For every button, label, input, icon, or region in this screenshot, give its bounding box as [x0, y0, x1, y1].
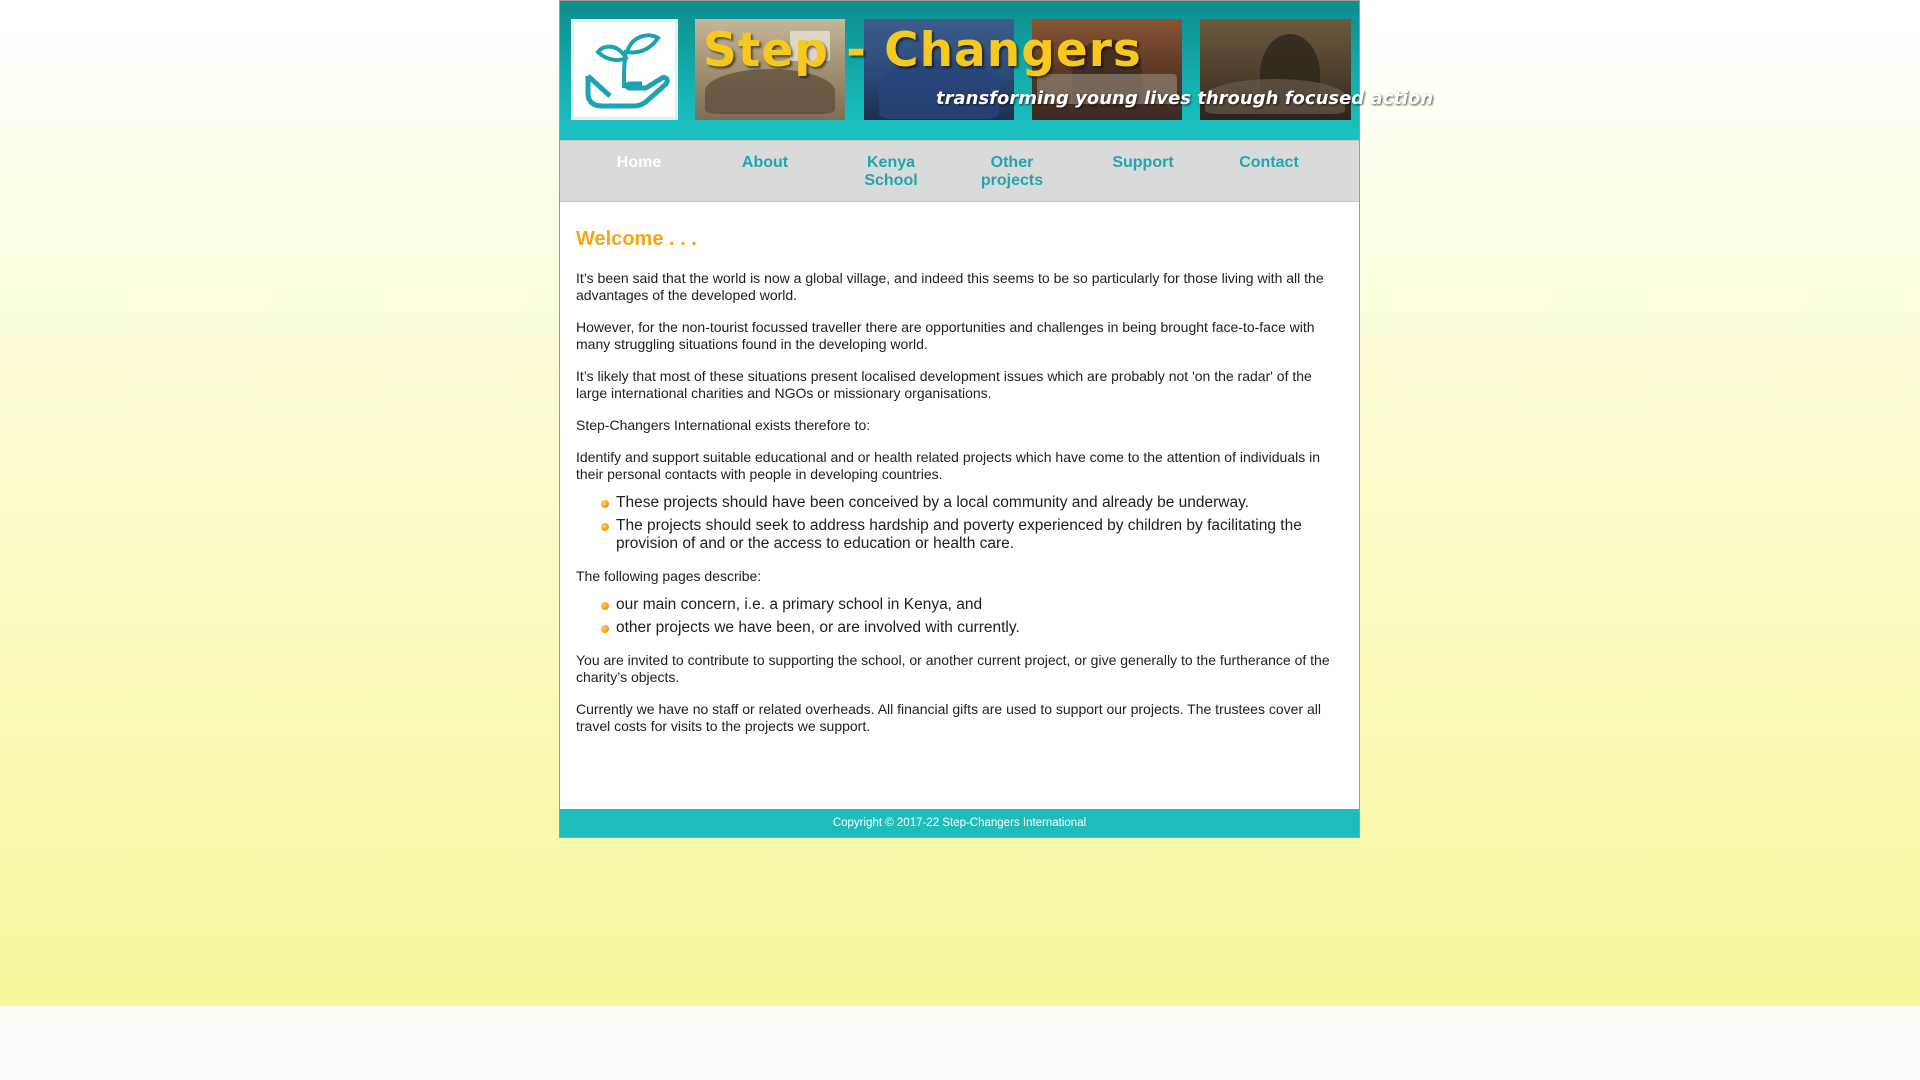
logo[interactable] — [571, 19, 678, 120]
footer — [560, 809, 1359, 837]
page-container — [559, 0, 1434, 838]
list-item: These projects should have been conceived by a local community and already be underway. — [600, 494, 1343, 512]
paragraph: However, for the non-tourist focussed traveller there are opportunities and challenges in being brought face-to-face with many struggling situations found in the developing world. — [576, 319, 1315, 352]
nav-item-kenya-school[interactable]: Kenya School — [864, 154, 918, 189]
nav-item-about[interactable]: About — [741, 154, 789, 171]
paragraph: Step-Changers International exists therefore to: — [576, 417, 871, 433]
hand-plant-logo-icon — [574, 22, 675, 117]
list-item: our main concern, i.e. a primary school in Kenya, and — [600, 596, 1343, 614]
intro-paragraph: It’s been said that the world is now a global village, and indeed this seems to be so particularly for those living with all the advantages of the developed world. — [576, 270, 1324, 303]
bullet-icon — [601, 602, 609, 610]
main-content — [560, 202, 1359, 735]
paragraph: It’s likely that most of these situations present localised development issues which are probably not 'on the radar' of the large international charities and NGOs or missionary organisations. — [576, 368, 1312, 401]
nav-item-support[interactable]: Support — [1112, 154, 1174, 171]
list-item: other projects we have been, or are involved with currently. — [600, 619, 1343, 637]
nav-item-other-projects[interactable]: Other projects — [980, 154, 1044, 189]
criteria-list — [576, 494, 1343, 553]
main-navigation — [560, 140, 1359, 202]
nav-item-home[interactable]: Home — [616, 154, 662, 171]
tagline: transforming young lives through focused action — [936, 88, 1434, 109]
paragraph: Identify and support suitable educational and or health related projects which have come to the attention of individuals in their personal contacts with people in developing countries. — [576, 449, 1321, 482]
brand-name: Step - Changers — [703, 23, 1142, 78]
copyright-text: Copyright © 2017-22 Step-Changers International — [832, 817, 1087, 829]
header-banner — [560, 1, 1434, 140]
list-item: The projects should seek to address hardship and poverty experienced by children by facilitating the provision of and or the access to education or health care. — [600, 517, 1343, 553]
nav-item-contact[interactable]: Contact — [1239, 154, 1299, 171]
bullet-icon — [601, 523, 609, 531]
paragraph: You are invited to contribute to supporting the school, or another current project, or give generally to the furtherance of the charity’s objects. — [576, 652, 1330, 685]
pages-list — [576, 596, 1343, 637]
paragraph: Currently we have no staff or related overheads. All financial gifts are used to support our projects. The trustees cover all travel costs for visits to the projects we support. — [576, 701, 1321, 734]
bullet-icon — [601, 625, 609, 633]
page-title: Welcome . . . — [576, 228, 697, 250]
bullet-icon — [601, 500, 609, 508]
paragraph: The following pages describe: — [576, 568, 762, 584]
